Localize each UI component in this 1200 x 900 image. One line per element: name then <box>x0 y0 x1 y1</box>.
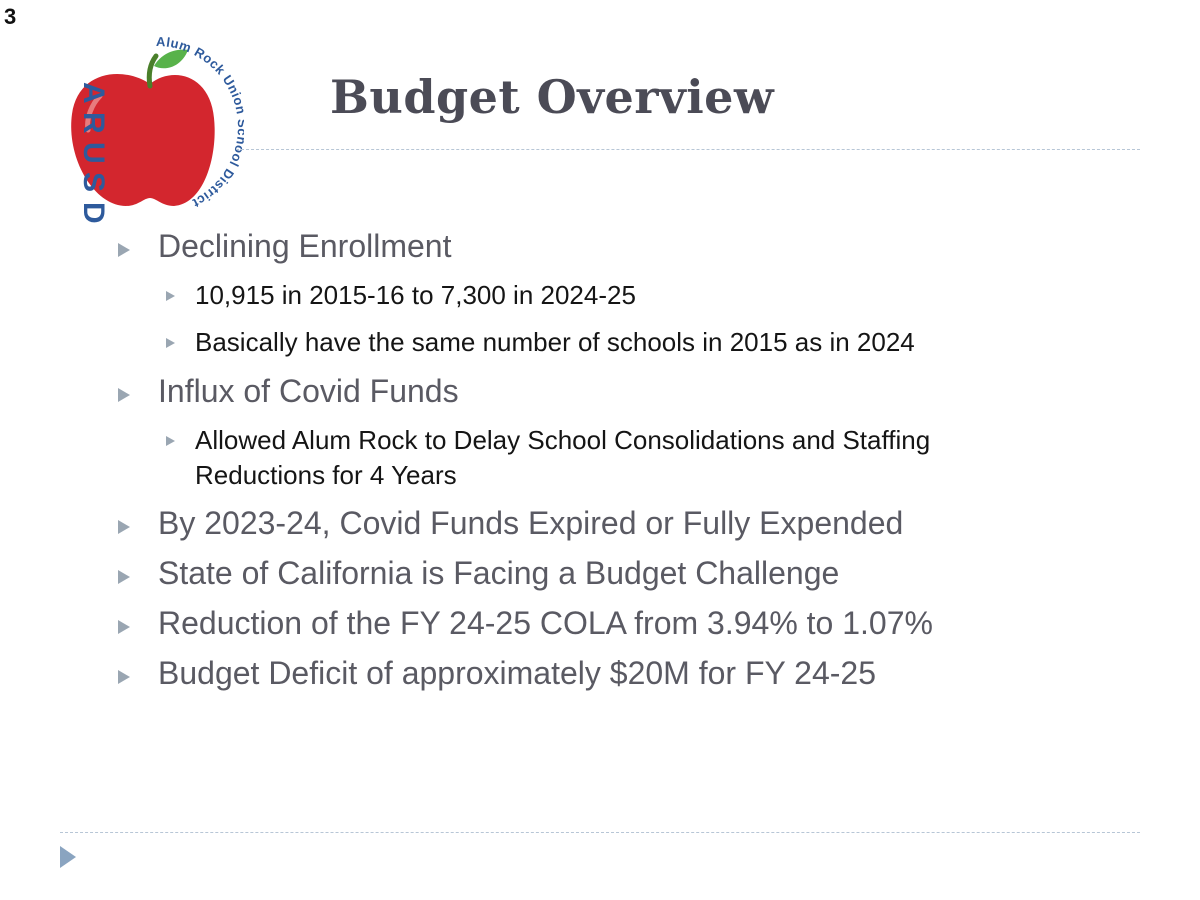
bullet-arrow-icon <box>118 570 130 584</box>
bullet-item <box>118 655 1138 692</box>
bullet-item <box>118 605 1138 642</box>
sub-bullet-item <box>166 278 1138 313</box>
bullet-arrow-icon <box>166 291 175 301</box>
bullet-text: Influx of Covid Funds <box>158 372 459 409</box>
slide-title: Budget Overview <box>330 70 775 124</box>
sub-bullet-item <box>166 423 1138 494</box>
bullet-item <box>118 555 1138 592</box>
bullet-text: Declining Enrollment <box>158 228 452 264</box>
bullet-item <box>118 228 1138 265</box>
svg-text:A: A <box>77 82 110 104</box>
bullet-arrow-icon <box>118 670 130 684</box>
bullet-text: State of California is Facing a Budget Challenge <box>158 555 840 592</box>
bullet-arrow-icon <box>118 520 130 534</box>
bullet-arrow-icon <box>166 436 175 446</box>
svg-text:D: D <box>77 202 110 224</box>
title-divider <box>236 149 1140 150</box>
bullet-arrow-icon <box>118 388 130 402</box>
bullet-arrow-icon <box>118 243 130 257</box>
sub-bullet-text: Allowed Alum Rock to Delay School Consolidations and Staffing Reductions for 4 Years <box>195 424 931 491</box>
bullet-list <box>118 228 1138 705</box>
bullet-text: Budget Deficit of approximately $20M for FY 24-25 <box>158 655 876 692</box>
svg-text:Alum Rock Union School Distric: Alum Rock Uni ol District <box>155 36 244 212</box>
bullet-text: Reduction of the FY 24-25 COLA from 3.94% to 1.07% <box>158 605 933 642</box>
district-logo <box>64 36 244 232</box>
bullet-text: By 2023-24, Covid Funds Expired or Fully Expended <box>158 505 904 542</box>
svg-text:S: S <box>77 172 110 193</box>
sub-bullet-item <box>166 325 1138 360</box>
bullet-arrow-icon <box>118 620 130 634</box>
footer-divider <box>60 832 1140 833</box>
svg-text:U: U <box>77 142 110 164</box>
bullet-item <box>118 373 1138 410</box>
bullet-arrow-icon <box>166 338 175 348</box>
svg-text:R: R <box>77 112 110 134</box>
sub-bullet-text: 10,915 in 2015-16 to 7,300 in 2024-25 <box>195 280 636 310</box>
play-arrow-icon[interactable] <box>60 846 76 868</box>
page-number: 3 <box>4 4 17 29</box>
bullet-item <box>118 505 1138 542</box>
sub-bullet-text: Basically have the same number of schools in 2015 as in 2024 <box>195 327 915 358</box>
